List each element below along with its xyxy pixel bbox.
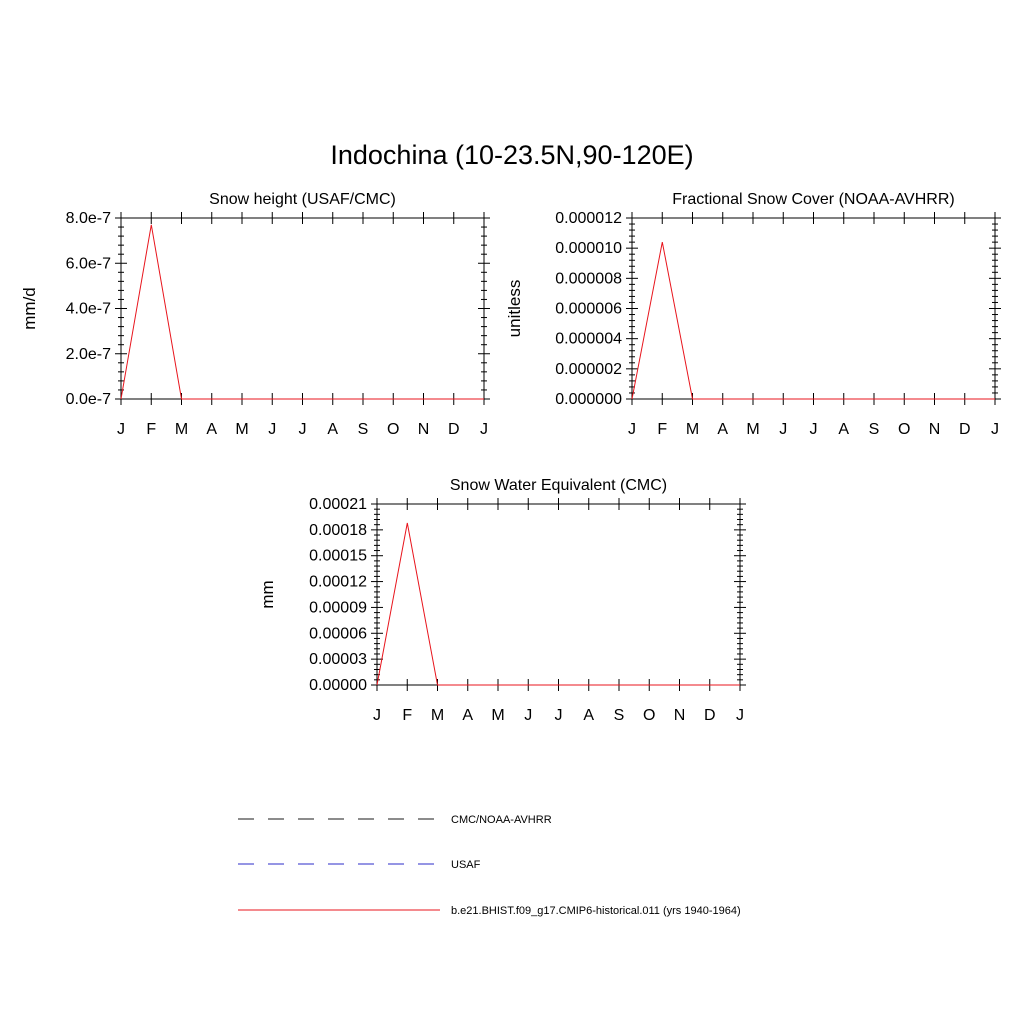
x-tick-label: A <box>327 421 339 438</box>
x-tick-label: J <box>628 421 636 438</box>
series-line-model <box>121 225 484 399</box>
x-tick-label: J <box>991 421 999 438</box>
x-tick-label: N <box>417 421 430 438</box>
x-tick-label: J <box>268 421 277 438</box>
y-tick-label: 0.00000 <box>309 677 367 694</box>
y-axis-label: mm/d <box>20 287 39 330</box>
y-tick-label: 0.000004 <box>555 330 622 348</box>
y-tick-label: 0.000000 <box>555 391 622 408</box>
x-tick-label: J <box>736 707 744 724</box>
x-tick-label: A <box>206 421 218 438</box>
y-axis-label: mm <box>258 580 277 609</box>
x-tick-label: N <box>673 707 686 724</box>
legend-label: USAF <box>451 859 481 871</box>
plot-frame <box>377 504 740 685</box>
x-tick-label: S <box>357 421 369 438</box>
y-tick-label: 0.000008 <box>555 270 622 288</box>
x-tick-label: D <box>958 421 971 438</box>
x-tick-label: A <box>838 421 850 438</box>
plot-frame <box>121 218 484 399</box>
y-tick-label: 0.00015 <box>309 547 367 565</box>
figure-title: Indochina (10-23.5N,90-120E) <box>330 140 694 170</box>
y-tick-label: 0.000012 <box>555 210 622 227</box>
x-tick-label: A <box>583 707 595 724</box>
y-tick-label: 8.0e-7 <box>65 210 111 227</box>
x-tick-label: M <box>685 421 700 438</box>
x-tick-label: O <box>898 421 911 438</box>
x-tick-label: J <box>373 707 381 724</box>
panel-title: Snow Water Equivalent (CMC) <box>449 477 668 494</box>
y-tick-label: 0.00009 <box>309 599 367 617</box>
x-tick-label: J <box>524 707 533 724</box>
x-tick-label: D <box>703 707 716 724</box>
x-tick-label: O <box>387 421 400 438</box>
x-tick-label: D <box>447 421 460 438</box>
x-tick-label: S <box>868 421 880 438</box>
series-line-model <box>377 523 740 685</box>
series-line-model <box>632 242 995 399</box>
x-tick-label: M <box>746 421 760 438</box>
x-tick-label: F <box>146 421 157 438</box>
panel-title: Fractional Snow Cover (NOAA-AVHRR) <box>672 191 955 208</box>
panel-snow-water-equivalent <box>258 477 746 724</box>
y-tick-label: 0.00012 <box>309 573 367 591</box>
x-tick-label: F <box>402 707 413 724</box>
legend-label: CMC/NOAA-AVHRR <box>451 814 552 826</box>
x-tick-label: M <box>491 707 505 724</box>
x-tick-label: M <box>174 421 189 438</box>
x-tick-label: A <box>717 421 729 438</box>
x-tick-label: N <box>928 421 941 438</box>
y-axis-label: unitless <box>505 279 524 338</box>
y-tick-label: 0.00003 <box>309 651 367 669</box>
legend <box>238 814 741 917</box>
y-tick-label: 2.0e-7 <box>65 345 111 363</box>
y-tick-label: 4.0e-7 <box>65 300 111 318</box>
plot-frame <box>632 218 995 399</box>
legend-label: b.e21.BHIST.f09_g17.CMIP6-historical.011 (yrs 1940-1964) <box>451 905 741 917</box>
x-tick-label: O <box>643 707 656 724</box>
x-tick-label: M <box>430 707 445 724</box>
x-tick-label: J <box>480 421 488 438</box>
panel-fractional-snow-cover <box>505 191 1001 438</box>
y-tick-label: 6.0e-7 <box>65 255 111 273</box>
x-tick-label: F <box>657 421 668 438</box>
panel-title: Snow height (USAF/CMC) <box>209 191 396 208</box>
x-tick-label: J <box>554 707 563 724</box>
panel-snow-height <box>20 191 490 438</box>
x-tick-label: J <box>809 421 818 438</box>
x-tick-label: J <box>117 421 125 438</box>
x-tick-label: J <box>298 421 307 438</box>
y-tick-label: 0.000002 <box>555 360 622 378</box>
x-tick-label: J <box>779 421 788 438</box>
y-tick-label: 0.00018 <box>309 521 367 539</box>
x-tick-label: A <box>462 707 474 724</box>
y-tick-label: 0.000006 <box>555 300 622 318</box>
x-tick-label: M <box>235 421 249 438</box>
y-tick-label: 0.0e-7 <box>65 391 111 408</box>
y-tick-label: 0.00021 <box>309 496 367 513</box>
y-tick-label: 0.000010 <box>555 240 622 258</box>
x-tick-label: S <box>613 707 625 724</box>
y-tick-label: 0.00006 <box>309 625 367 643</box>
